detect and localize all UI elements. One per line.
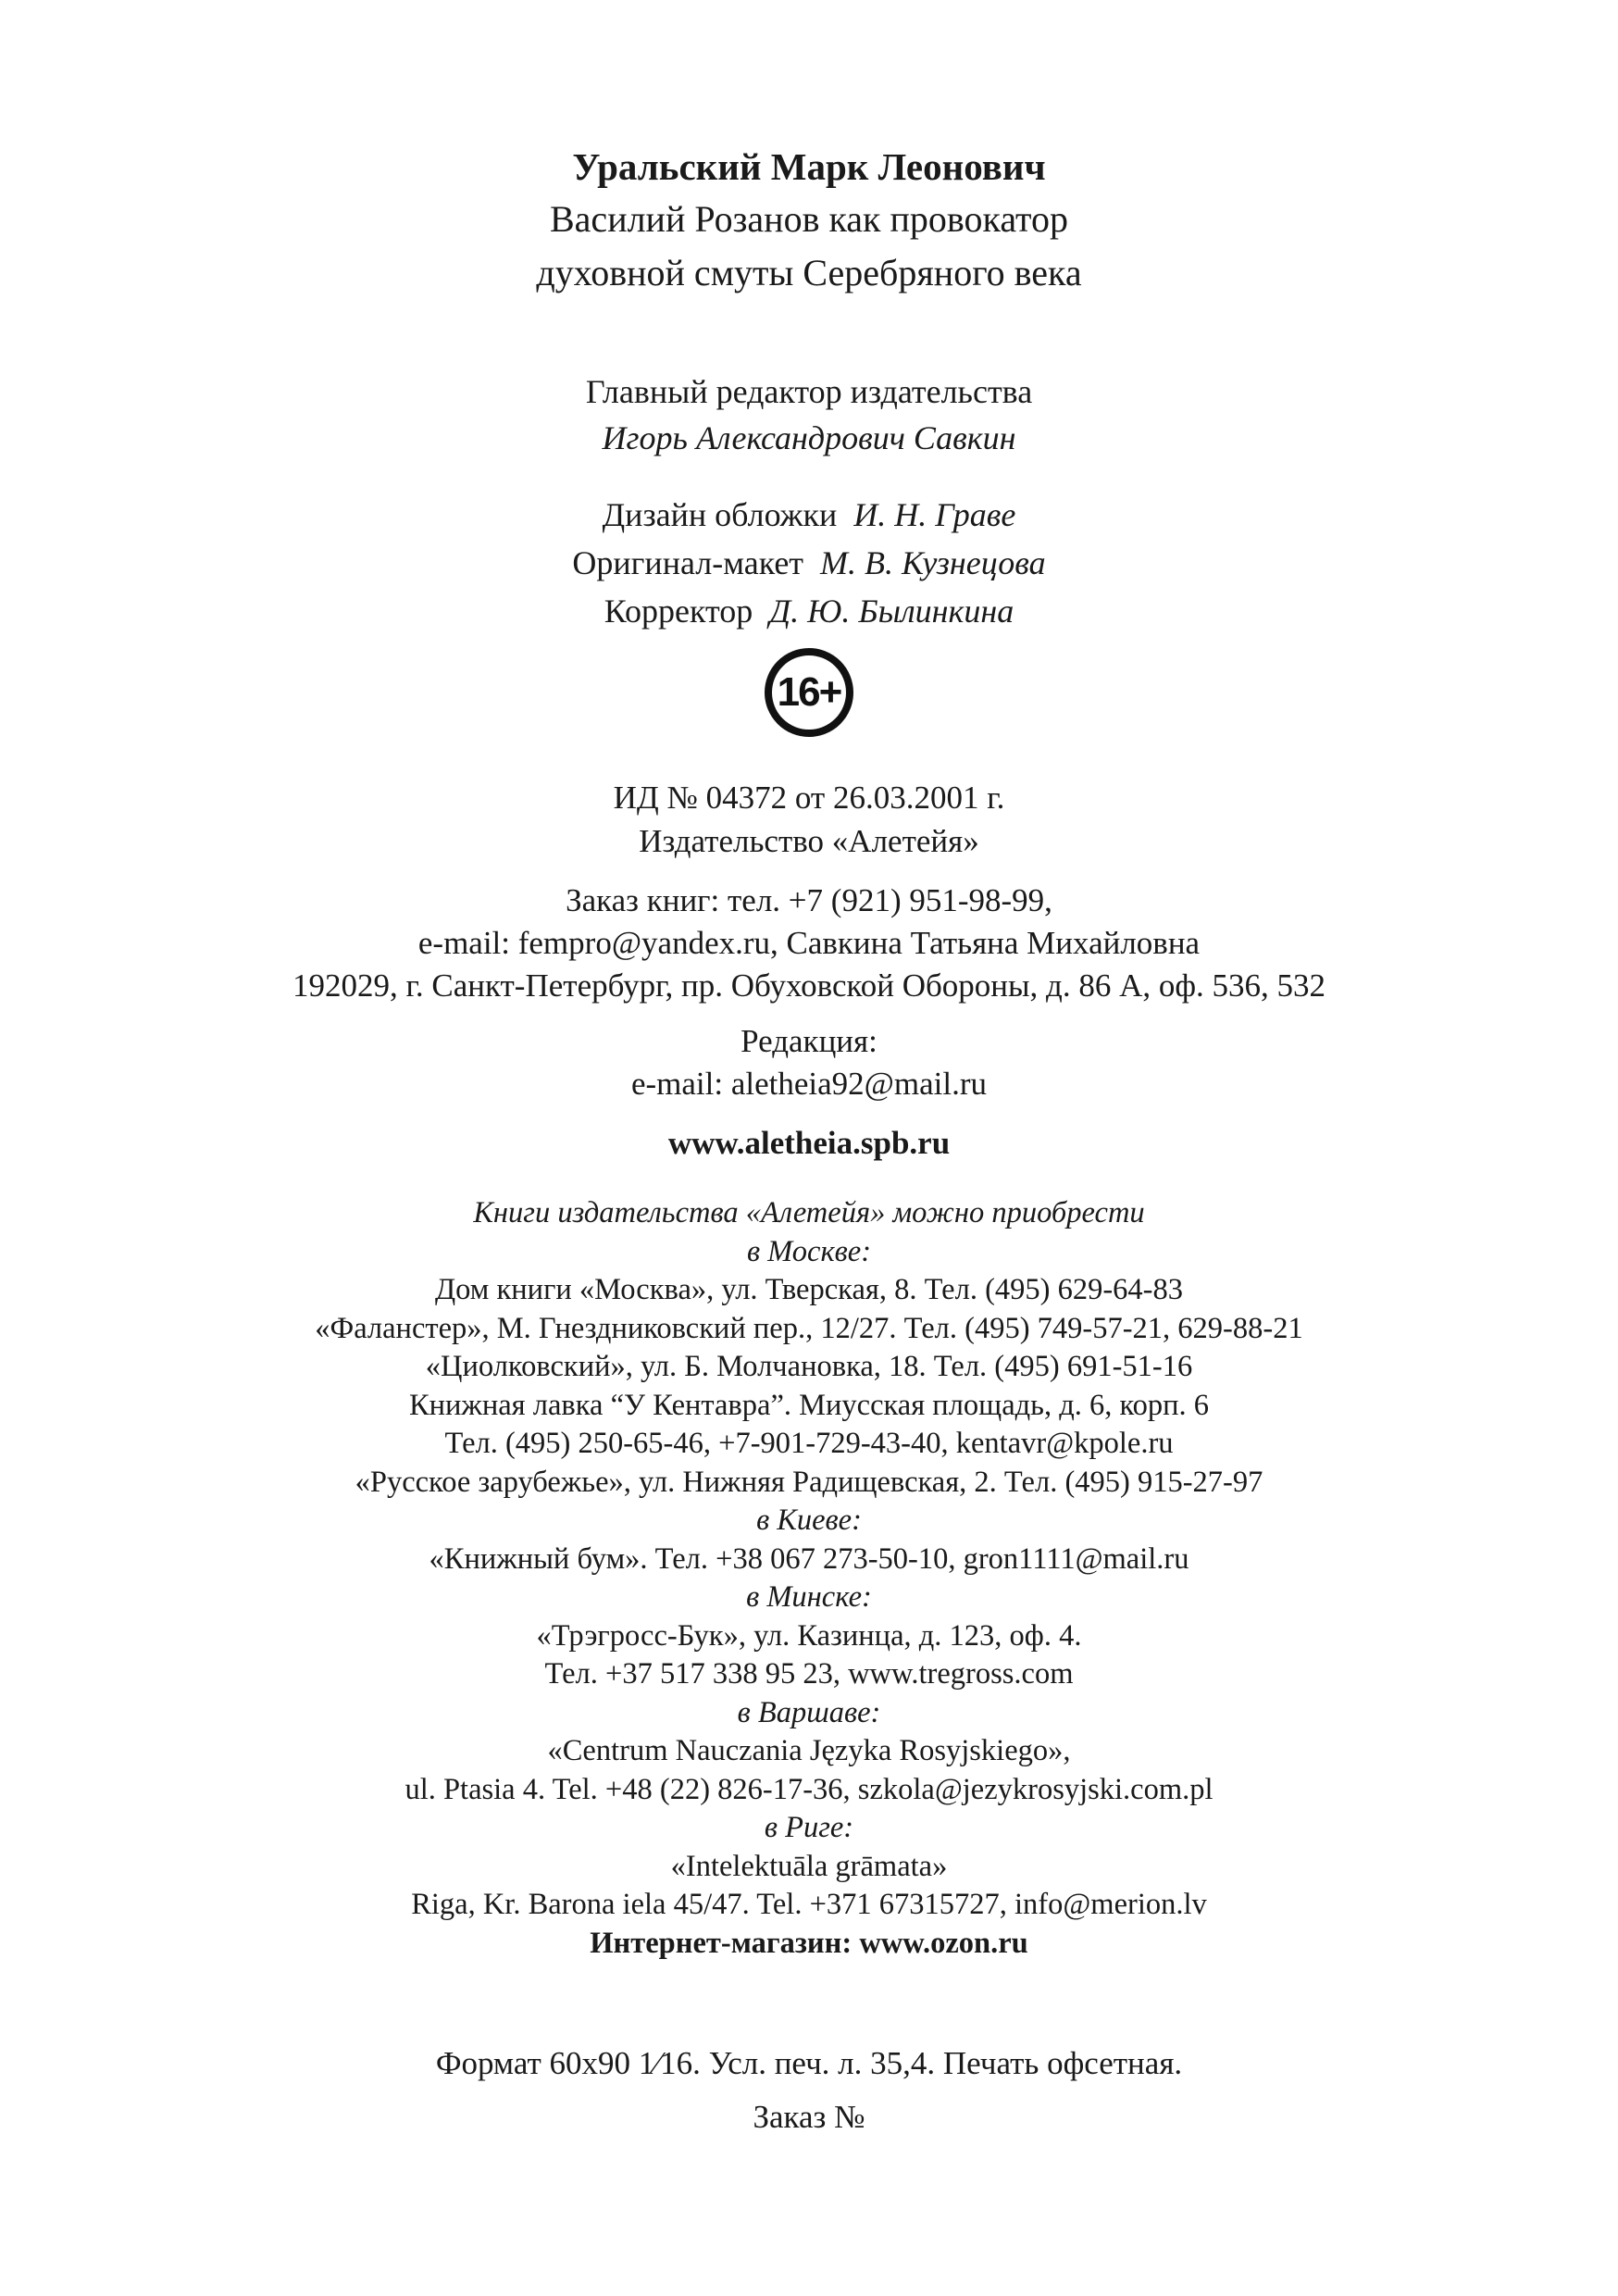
publisher-name: Издательство «Алетейя» (639, 823, 979, 859)
title-line-1: Василий Розанов как провокатор (550, 198, 1068, 240)
footer-block (0, 2037, 1618, 2144)
credit-role: Оригинал-макет (572, 544, 804, 581)
orders-phone: Заказ книг: тел. +7 (921) 951-98-99, (566, 882, 1052, 918)
city-moscow: в Москве: (746, 1234, 872, 1268)
shop-line: Дом книги «Москва», ул. Тверская, 8. Тел. (495) 629-64-83 (435, 1273, 1183, 1306)
editor-block (0, 368, 1618, 461)
orders-address: 192029, г. Санкт-Петербург, пр. Обуховской Обороны, д. 86 А, оф. 536, 532 (292, 967, 1326, 1004)
orders-block (0, 880, 1618, 1007)
author-name-text: Уральский Марк Леонович (572, 145, 1046, 188)
credits-block (0, 491, 1618, 635)
credit-name: Д. Ю. Былинкина (769, 593, 1014, 630)
shop-line: Тел. +37 517 338 95 23, www.tregross.com (544, 1657, 1074, 1691)
shop-line: «Фаланстер», М. Гнездниковский пер., 12/27. Тел. (495) 749-57-21, 629-88-21 (315, 1311, 1303, 1345)
license-block (0, 776, 1618, 863)
format-line: Формат 60х90 1⁄16. Усл. печ. л. 35,4. Печать офсетная. (435, 2045, 1183, 2081)
city-minsk: в Минске: (746, 1580, 872, 1614)
order-number-line: Заказ № (753, 2099, 865, 2135)
shop-line: «Русское зарубежье», ул. Нижняя Радищевская, 2. Тел. (495) 915-27-97 (355, 1465, 1263, 1499)
credit-layout (0, 539, 1618, 587)
city-kiev: в Киеве: (756, 1504, 862, 1537)
credit-role: Корректор (604, 593, 753, 630)
shop-line: «Трэгросс-Бук», ул. Казинца, д. 123, оф. 4. (536, 1618, 1082, 1653)
shop-line: «Книжный бум». Тел. +38 067 273-50-10, gron1111@mail.ru (429, 1541, 1189, 1576)
credit-name: И. Н. Граве (853, 496, 1016, 533)
shops-intro: Книги издательства «Алетейя» можно приобрести (473, 1196, 1145, 1229)
editor-role: Главный редактор издательства (585, 373, 1033, 410)
online-store: Интернет-магазин: www.ozon.ru (590, 1926, 1028, 1960)
redaction-label: Редакция: (741, 1023, 877, 1059)
shop-line: «Циолковский», ул. Б. Молчановка, 18. Тел. (495) 691-51-16 (425, 1350, 1193, 1383)
website-block (0, 1122, 1618, 1165)
shops-block (0, 1194, 1618, 1963)
author-name (0, 139, 1618, 194)
age-rating-badge: 16+ (765, 648, 853, 737)
credit-cover-design (0, 491, 1618, 539)
shop-line: Книжная лавка “У Кентавра”. Миусская площадь, д. 6, корп. 6 (408, 1388, 1210, 1422)
shop-line: ul. Ptasia 4. Tel. +48 (22) 826-17-36, szkola@jezykrosyjski.com.pl (404, 1772, 1214, 1806)
shop-line: «Centrum Nauczania Języka Rosyjskiego», (547, 1734, 1071, 1767)
license-id: ИД № 04372 от 26.03.2001 г. (613, 780, 1005, 816)
shop-line: Тел. (495) 250-65-46, +7-901-729-43-40, kentavr@kpole.ru (444, 1427, 1174, 1460)
city-warsaw: в Варшаве: (737, 1695, 881, 1729)
book-title (0, 193, 1618, 300)
editor-name: Игорь Александрович Савкин (602, 419, 1016, 456)
credit-name: М. В. Кузнецова (820, 544, 1046, 581)
title-line-2: духовной смуты Серебряного века (536, 252, 1082, 293)
redaction-email: e-mail: aletheia92@mail.ru (630, 1066, 988, 1102)
shop-line: Riga, Kr. Barona iela 45/47. Tel. +371 67315727, info@merion.lv (411, 1888, 1207, 1921)
orders-email: e-mail: fempro@yandex.ru, Савкина Татьяна Михайловна (417, 925, 1201, 961)
website-link: www.aletheia.spb.ru (667, 1125, 951, 1161)
credit-proofreader (0, 587, 1618, 635)
shop-line: «Intelektuāla grāmata» (670, 1849, 948, 1883)
credit-role: Дизайн обложки (602, 496, 838, 533)
redaction-block (0, 1020, 1618, 1105)
city-riga: в Риге: (764, 1811, 854, 1844)
